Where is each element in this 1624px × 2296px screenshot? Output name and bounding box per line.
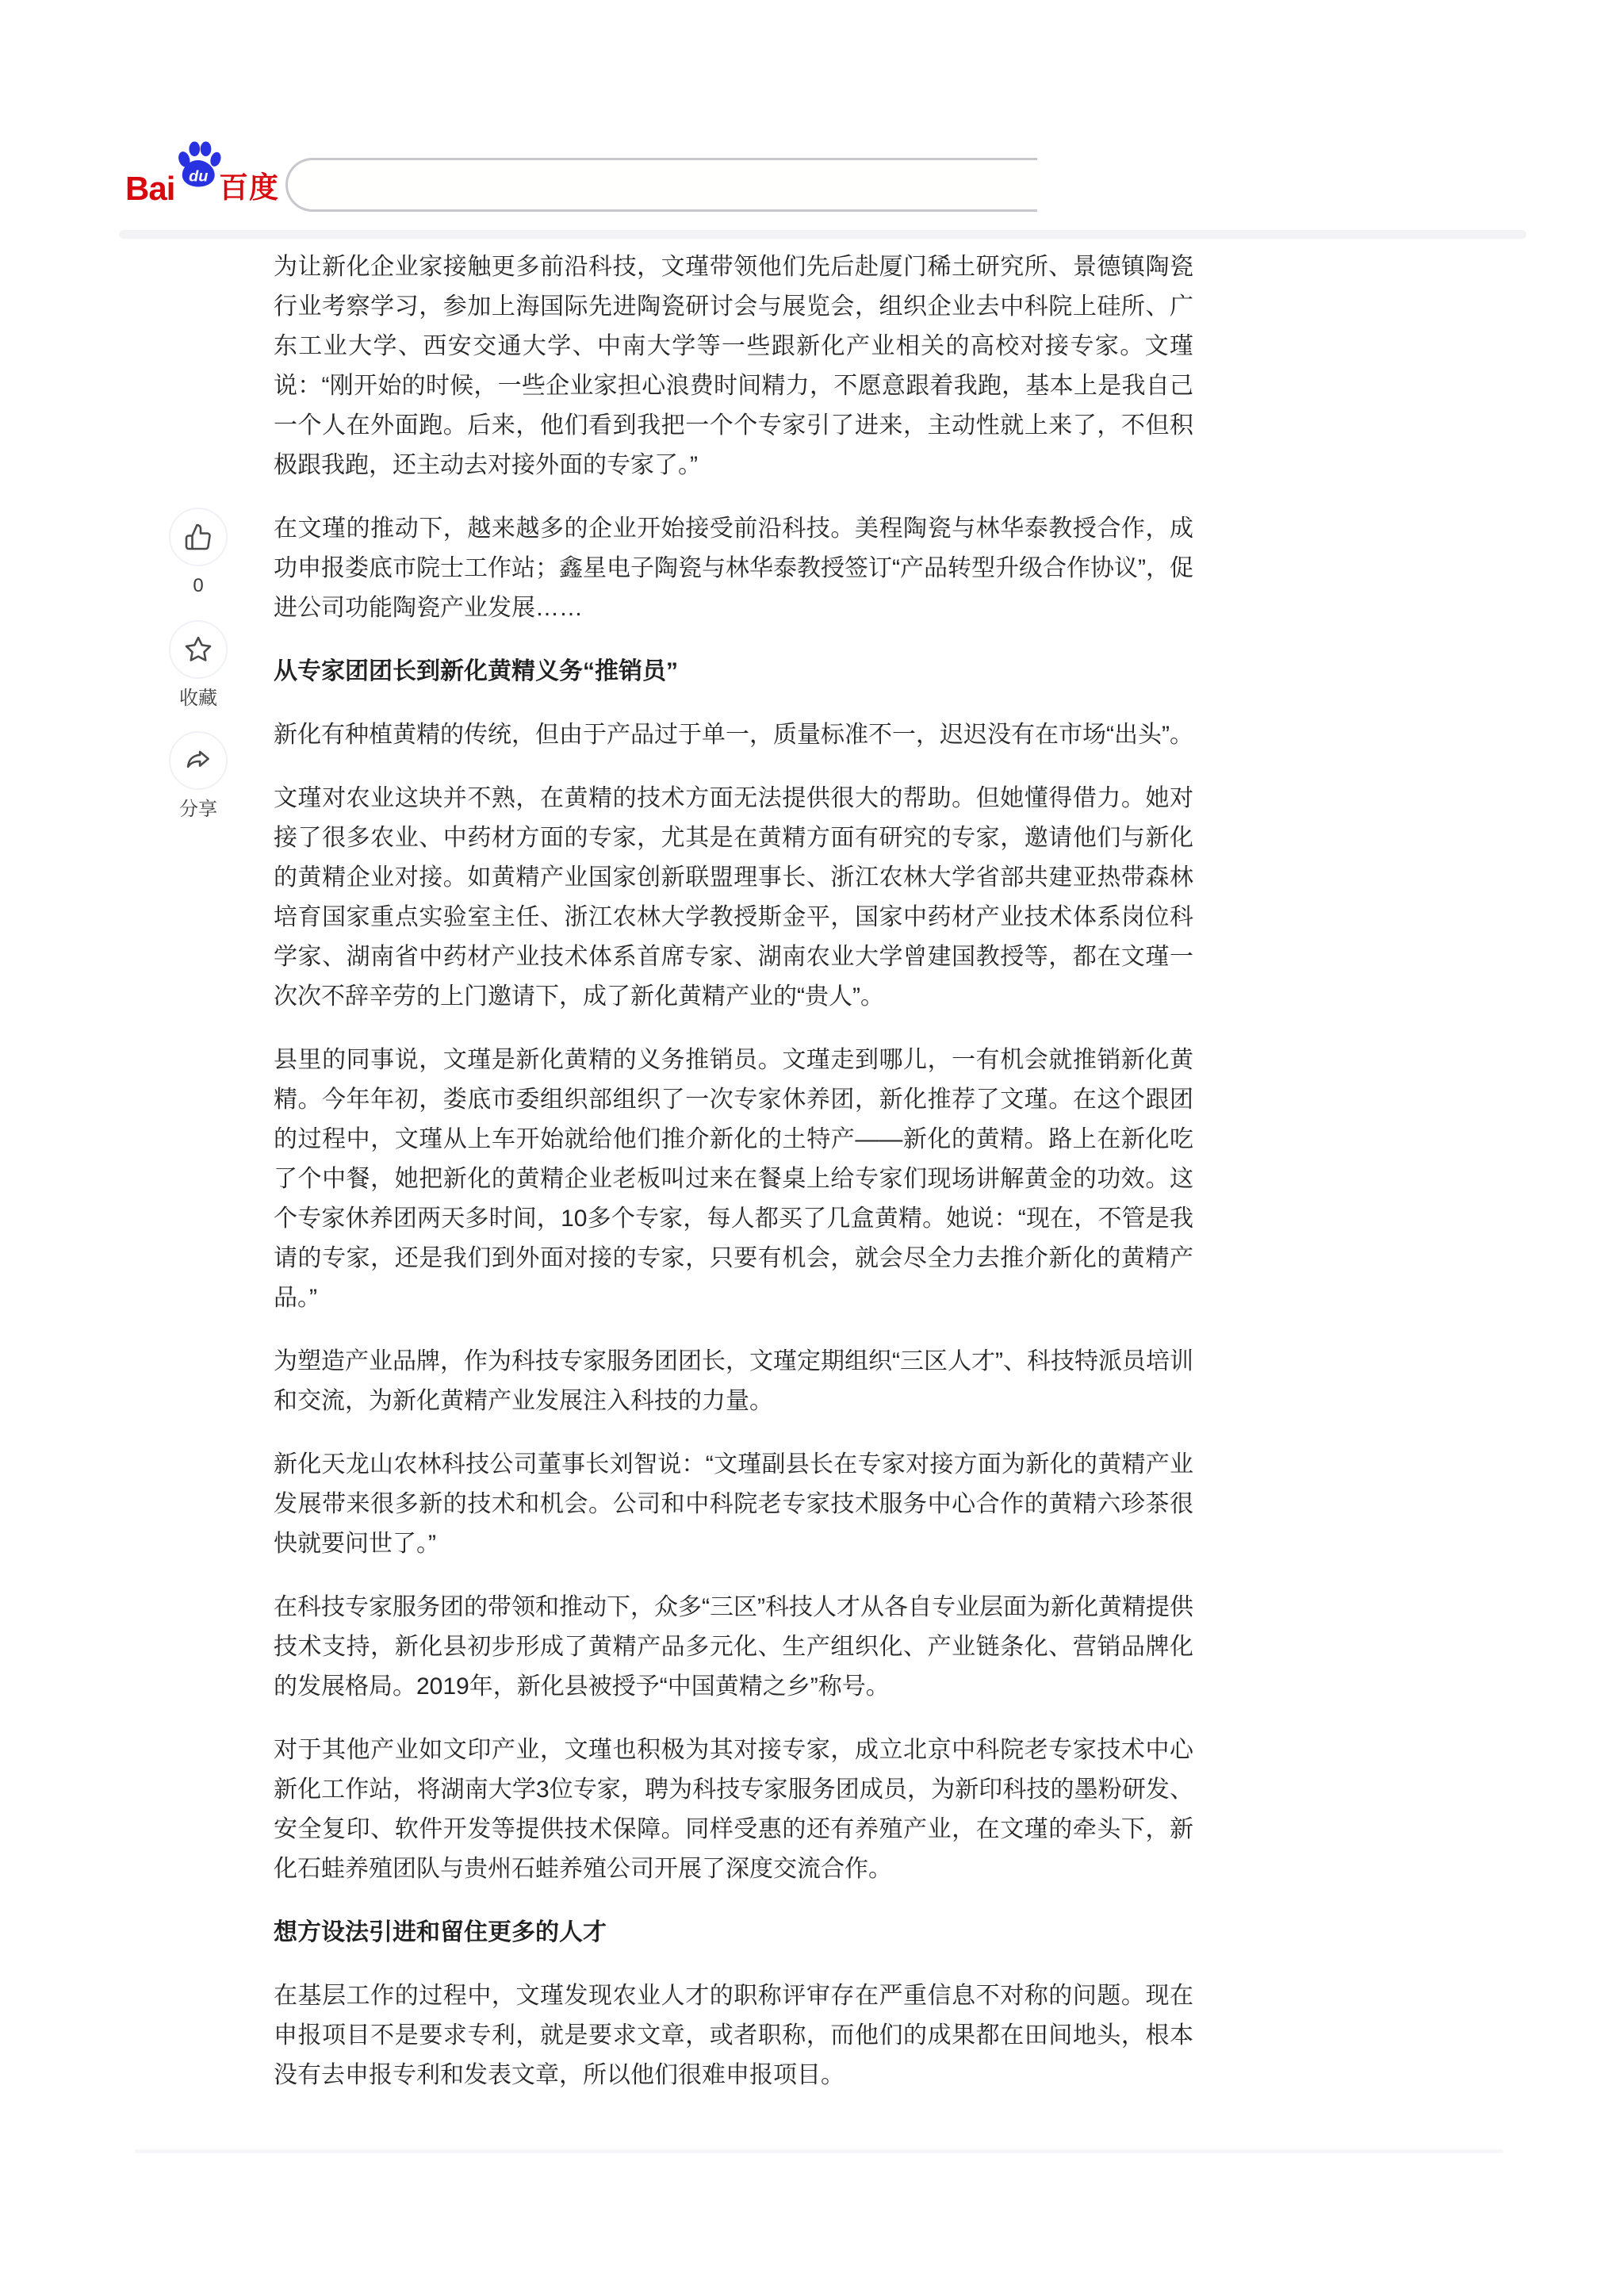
article-paragraph: 在文瑾的推动下，越来越多的企业开始接受前沿科技。美程陶瓷与林华泰教授合作，成功申报娄底市院士工作站；鑫星电子陶瓷与林华泰教授签订“产品转型升级合作协议”，促进公司功能陶瓷产业发展…… [274,516,1193,621]
like-button-circle [169,508,228,566]
share-button-circle [169,731,228,790]
favorite-button-circle [169,620,228,679]
article-paragraph: 为让新化企业家接触更多前沿科技，文瑾带领他们先后赴厦门稀土研究所、景德镇陶瓷行业考察学习，参加上海国际先进陶瓷研讨会与展览会，组织企业去中科院上硅所、广东工业大学、西安交通大学、中南大学等一些跟新化产业相关的高校对接专家。文瑾说：“刚开始的时候，一些企业家担心浪费时间精力，不愿意跟着我跑，基本上是我自己一个人在外面跑。后来，他们看到我把一个个专家引了进来，主动性就上来了，不但积极跟我跑，还主动去对接外面的专家了。” [274,254,1193,478]
section-heading: 从专家团团长到新化黄精义务“推销员” [274,658,678,684]
star-icon [184,635,213,664]
article-paragraph: 对于其他产业如文印产业，文瑾也积极为其对接专家，成立北京中科院老专家技术中心新化工作站，将湖南大学3位专家，聘为科技专家服务团成员，为新印科技的墨粉研发、安全复印、软件开发等提供技术保障。同样受惠的还有养殖产业，在文瑾的牵头下，新化石蛙养殖团队与贵州石蛙养殖公司开展了深度交流合作。 [274,1737,1193,1882]
article-paragraph: 新化天龙山农林科技公司董事长刘智说：“文瑾副县长在专家对接方面为新化的黄精产业发展带来很多新的技术和机会。公司和中科院老专家技术服务中心合作的黄精六珍茶很快就要问世了。” [274,1451,1193,1557]
baidu-logo-bai-text: Bai [125,170,175,207]
favorite-label: 收藏 [179,688,217,709]
article-paragraph: 县里的同事说，文瑾是新化黄精的义务推销员。文瑾走到哪儿，一有机会就推销新化黄精。今年年初，娄底市委组织部组织了一次专家休养团，新化推荐了文瑾。在这个跟团的过程中，文瑾从上车开始就给他们推介新化的土特产——新化的黄精。路上在新化吃了个中餐，她把新化的黄精企业老板叫过来在餐桌上给专家们现场讲解黄金的功效。这个专家休养团两天多时间，10多个专家，每人都买了几盒黄精。她说：“现在，不管是我请的专家，还是我们到外面对接的专家，只要有机会，就会尽全力去推介新化的黄精产品。” [274,1047,1193,1311]
article-end-divider [135,2149,1503,2153]
baidu-logo-du-text: du [189,167,209,186]
baidu-paw-icon [173,140,222,189]
favorite-button[interactable] [163,620,233,710]
share-label: 分享 [179,799,217,820]
header-divider [119,230,1526,239]
search-input[interactable] [285,158,1037,212]
share-arrow-icon [184,746,213,775]
like-count: 0 [193,575,204,596]
baidu-logo[interactable] [125,151,284,209]
like-button[interactable] [163,508,233,597]
article-body [274,247,1193,2119]
share-button[interactable] [163,731,233,821]
article-paragraph: 新化有种植黄精的传统，但由于产品过于单一，质量标准不一，迟迟没有在市场“出头”。 [274,722,1193,748]
baidu-logo-cn-text: 百度 [219,171,279,204]
section-heading: 想方设法引进和留住更多的人才 [274,1919,607,1945]
thumbs-up-icon [184,523,213,551]
article-paragraph: 在科技专家服务团的带领和推动下，众多“三区”科技人才从各自专业层面为新化黄精提供技术支持，新化县初步形成了黄精产品多元化、生产组织化、产业链条化、营销品牌化的发展格局。2019年，新化县被授予“中国黄精之乡”称号。 [274,1594,1193,1700]
article-paragraph: 文瑾对农业这块并不熟，在黄精的技术方面无法提供很大的帮助。但她懂得借力。她对接了很多农业、中药材方面的专家，尤其是在黄精方面有研究的专家，邀请他们与新化的黄精企业对接。如黄精产业国家创新联盟理事长、浙江农林大学省部共建亚热带森林培育国家重点实验室主任、浙江农林大学教授斯金平，国家中药材产业技术体系岗位科学家、湖南省中药材产业技术体系首席专家、湖南农业大学曾建国教授等，都在文瑾一次次不辞辛劳的上门邀请下，成了新化黄精产业的“贵人”。 [274,785,1193,1010]
article-paragraph: 为塑造产业品牌，作为科技专家服务团团长，文瑾定期组织“三区人才”、科技特派员培训和交流，为新化黄精产业发展注入科技的力量。 [274,1348,1193,1414]
article-paragraph: 在基层工作的过程中，文瑾发现农业人才的职称评审存在严重信息不对称的问题。现在申报项目不是要求专利，就是要求文章，或者职称，而他们的成果都在田间地头，根本没有去申报专利和发表文章，所以他们很难申报项目。 [274,1983,1193,2088]
